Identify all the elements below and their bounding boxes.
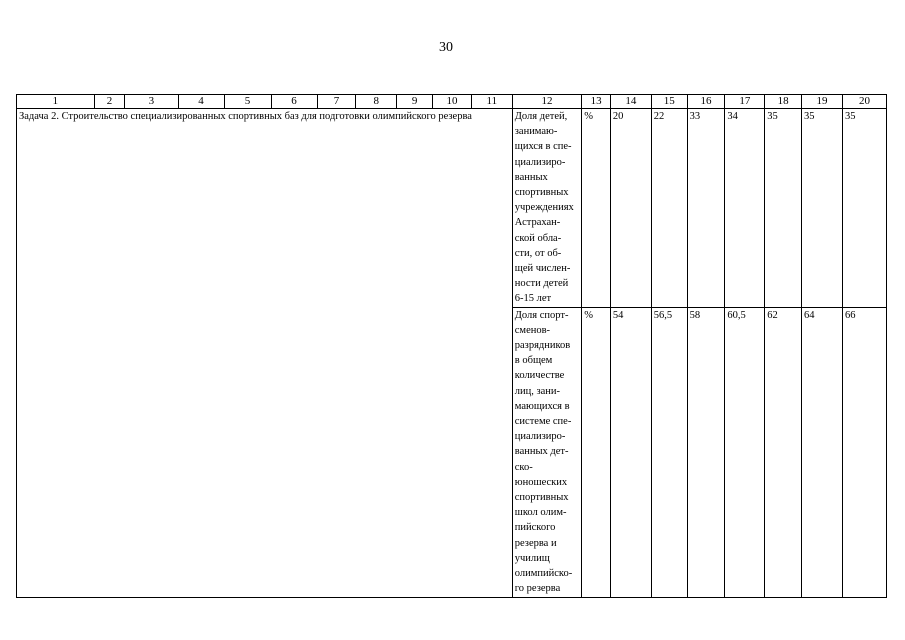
column-number: 1 [17,95,95,109]
column-number: 9 [397,95,433,109]
value-cell: 58 [687,307,725,597]
column-number: 11 [471,95,512,109]
indicator-name: Доля спорт- сменов- разрядников в общем количестве лиц, зани- мающихся в системе спе- циализиро- ванных дет- ско- юношеских спортивных школ олим- пийского резерва и училищ олимпийско- го резерва [512,307,582,597]
value-cell: 66 [842,307,886,597]
task-description: Задача 2. Строительство специализированных спортивных баз для подготовки олимпийского резерва [17,109,513,598]
column-number: 13 [582,95,611,109]
column-number: 19 [802,95,843,109]
value-cell: 34 [725,109,765,308]
column-number-row [17,95,887,109]
column-number: 6 [271,95,317,109]
value-cell: 62 [765,307,802,597]
page-number: 30 [439,40,453,55]
value-cell: 35 [842,109,886,308]
value-cell: 20 [610,109,651,308]
value-cell: 64 [802,307,843,597]
indicators-table [16,94,887,598]
column-number: 12 [512,95,582,109]
value-cell: 35 [802,109,843,308]
column-number: 8 [356,95,397,109]
column-number: 16 [687,95,725,109]
unit-cell: % [582,109,611,308]
value-cell: 33 [687,109,725,308]
value-cell: 56,5 [651,307,687,597]
column-number: 4 [178,95,224,109]
column-number: 14 [610,95,651,109]
value-cell: 35 [765,109,802,308]
column-number: 3 [125,95,178,109]
unit-cell: % [582,307,611,597]
column-number: 17 [725,95,765,109]
table-row [17,109,887,308]
column-number: 2 [94,95,125,109]
value-cell: 60,5 [725,307,765,597]
column-number: 10 [433,95,472,109]
column-number: 7 [317,95,356,109]
value-cell: 22 [651,109,687,308]
indicator-name: Доля детей, занимаю- щихся в спе- циализиро- ванных спортивных учреждениях Астрахан- ской обла- сти, от об- щей числен- ности детей 6-15 лет [512,109,582,308]
column-number: 5 [224,95,271,109]
column-number: 18 [765,95,802,109]
column-number: 20 [842,95,886,109]
value-cell: 54 [610,307,651,597]
column-number: 15 [651,95,687,109]
